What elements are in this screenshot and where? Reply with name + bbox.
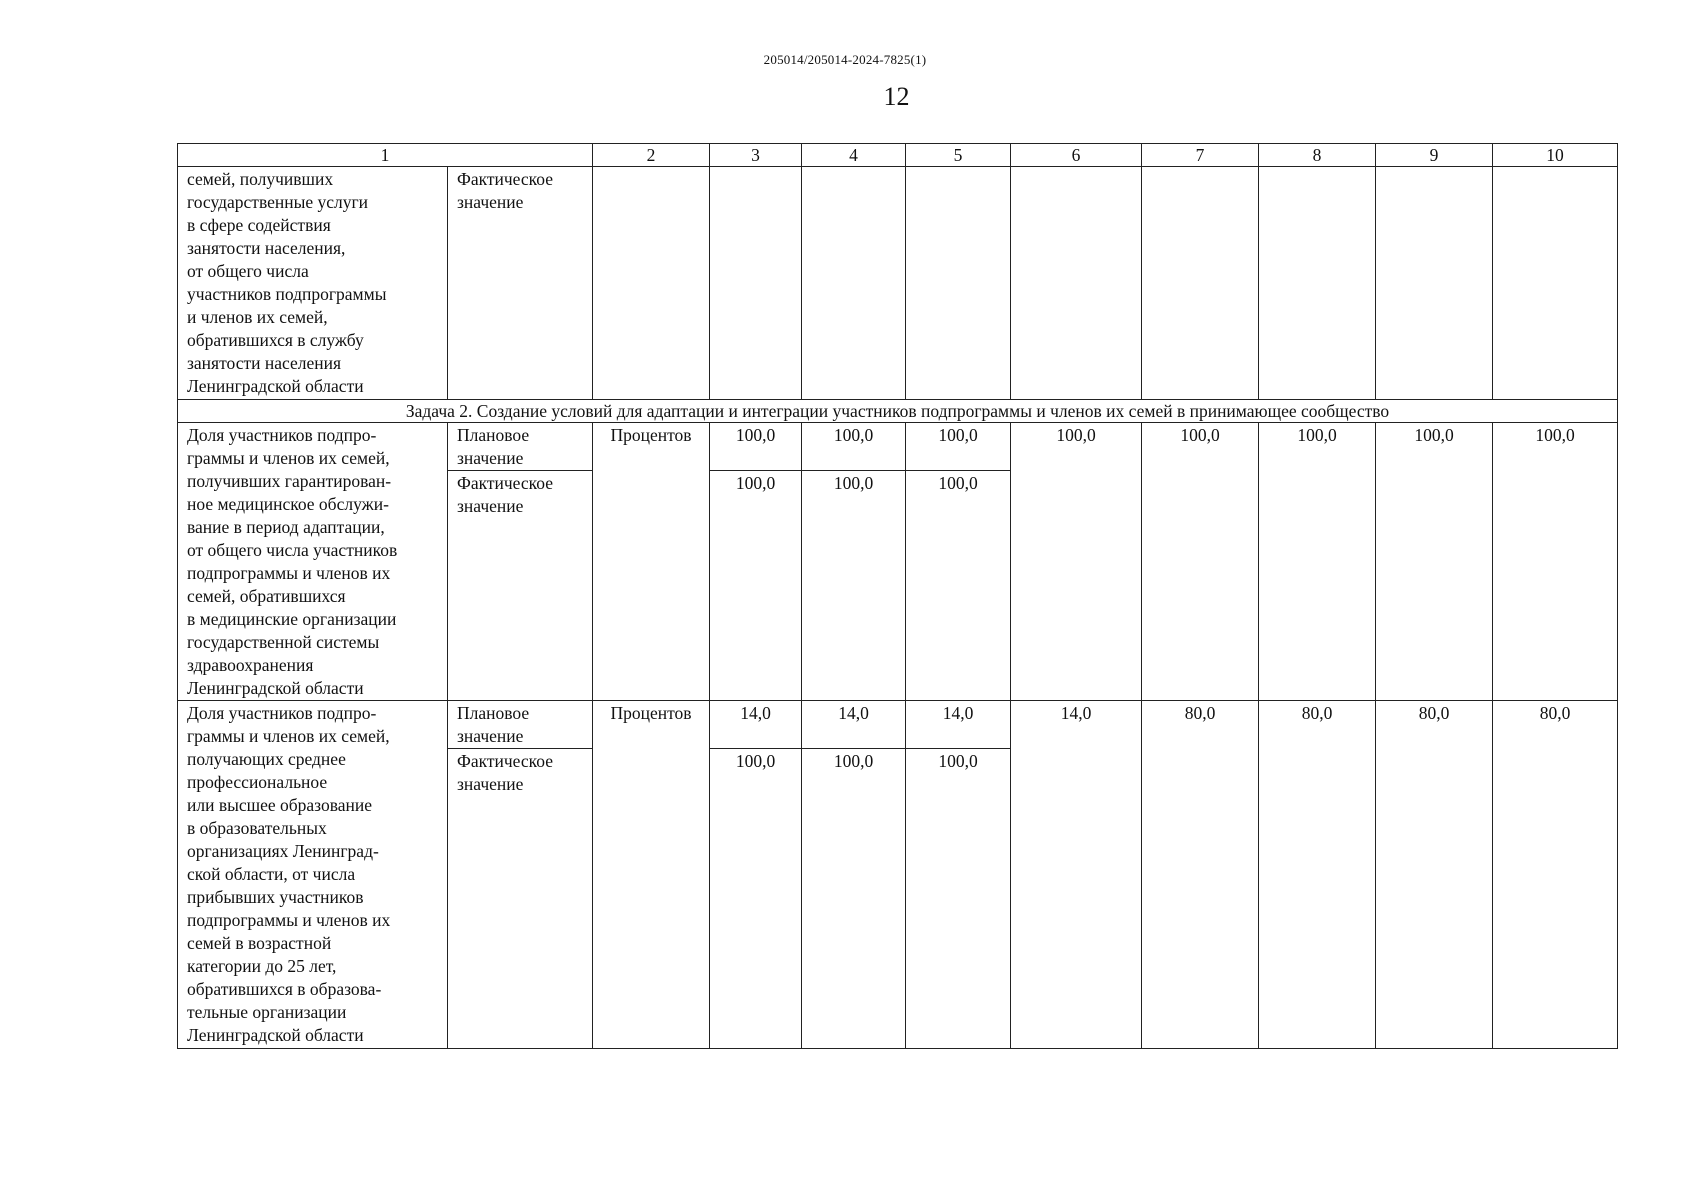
fact-value: 100,0 — [710, 471, 802, 701]
indicator-name: семей, получивших государственные услуги в сфере содействия занятости населения, от общего числа участников подпрограммы и членов их семей, обратившихся в службу занятости населения Ленинградской области — [178, 167, 448, 400]
value-cell — [710, 167, 802, 400]
fact-value: 100,0 — [710, 749, 802, 1049]
fact-value: 100,0 — [906, 749, 1011, 1049]
plan-value: 100,0 — [710, 423, 802, 471]
plan-value: 14,0 — [710, 701, 802, 749]
unit-cell: Процентов — [593, 423, 710, 701]
target-value: 100,0 — [1011, 423, 1142, 701]
col-header-5: 5 — [906, 144, 1011, 167]
table-row — [178, 701, 1618, 749]
target-value: 80,0 — [1142, 701, 1259, 1049]
plan-label: Плановое значение — [448, 701, 593, 749]
col-header-7: 7 — [1142, 144, 1259, 167]
col-header-6: 6 — [1011, 144, 1142, 167]
indicators-table — [177, 143, 1618, 1049]
value-cell — [1011, 167, 1142, 400]
fact-label: Фактическое значение — [448, 749, 593, 1049]
plan-value: 14,0 — [906, 701, 1011, 749]
indicator-name: Доля участников подпро- граммы и членов их семей, получающих среднее профессиональное или высшее образование в образовательных организациях Ленинград- ской области, от числа прибывших участников подпрограммы и членов их семей в возрастной категории до 25 лет, обратившихся в образова- тельные организации Ленинградской области — [178, 701, 448, 1049]
value-cell — [1493, 167, 1618, 400]
target-value: 100,0 — [1493, 423, 1618, 701]
fact-value: 100,0 — [906, 471, 1011, 701]
unit-cell — [593, 167, 710, 400]
col-header-3: 3 — [710, 144, 802, 167]
target-value: 80,0 — [1493, 701, 1618, 1049]
table-row — [178, 167, 1618, 400]
fact-value: 100,0 — [802, 749, 906, 1049]
col-header-2: 2 — [593, 144, 710, 167]
value-cell — [1142, 167, 1259, 400]
unit-cell: Процентов — [593, 701, 710, 1049]
col-header-9: 9 — [1376, 144, 1493, 167]
fact-value: 100,0 — [802, 471, 906, 701]
col-header-1: 1 — [178, 144, 593, 167]
target-value: 14,0 — [1011, 701, 1142, 1049]
value-cell — [1259, 167, 1376, 400]
target-value: 80,0 — [1259, 701, 1376, 1049]
page-number: 12 — [883, 82, 910, 111]
document-code: 205014/205014-2024-7825(1) — [763, 52, 927, 67]
fact-label: Фактическое значение — [448, 471, 593, 701]
plan-value: 100,0 — [906, 423, 1011, 471]
value-cell — [906, 167, 1011, 400]
table-row — [178, 423, 1618, 471]
value-cell — [802, 167, 906, 400]
col-header-8: 8 — [1259, 144, 1376, 167]
value-type-label: Фактическое значение — [448, 167, 593, 400]
task-row — [178, 400, 1618, 423]
indicator-name: Доля участников подпро- граммы и членов их семей, получивших гарантирован- ное медицинское обслужи- вание в период адаптации, от общего числа участников подпрограммы и членов их семей, обратившихся в медицинские организации государственной системы здравоохранения Ленинградской области — [178, 423, 448, 701]
column-number-row — [178, 144, 1618, 167]
value-cell — [1376, 167, 1493, 400]
plan-value: 14,0 — [802, 701, 906, 749]
plan-value: 100,0 — [802, 423, 906, 471]
target-value: 100,0 — [1259, 423, 1376, 701]
target-value: 100,0 — [1376, 423, 1493, 701]
plan-label: Плановое значение — [448, 423, 593, 471]
target-value: 80,0 — [1376, 701, 1493, 1049]
col-header-4: 4 — [802, 144, 906, 167]
col-header-10: 10 — [1493, 144, 1618, 167]
task-heading: Задача 2. Создание условий для адаптации и интеграции участников подпрограммы и членов их семей в принимающее сообщество — [178, 400, 1618, 423]
target-value: 100,0 — [1142, 423, 1259, 701]
